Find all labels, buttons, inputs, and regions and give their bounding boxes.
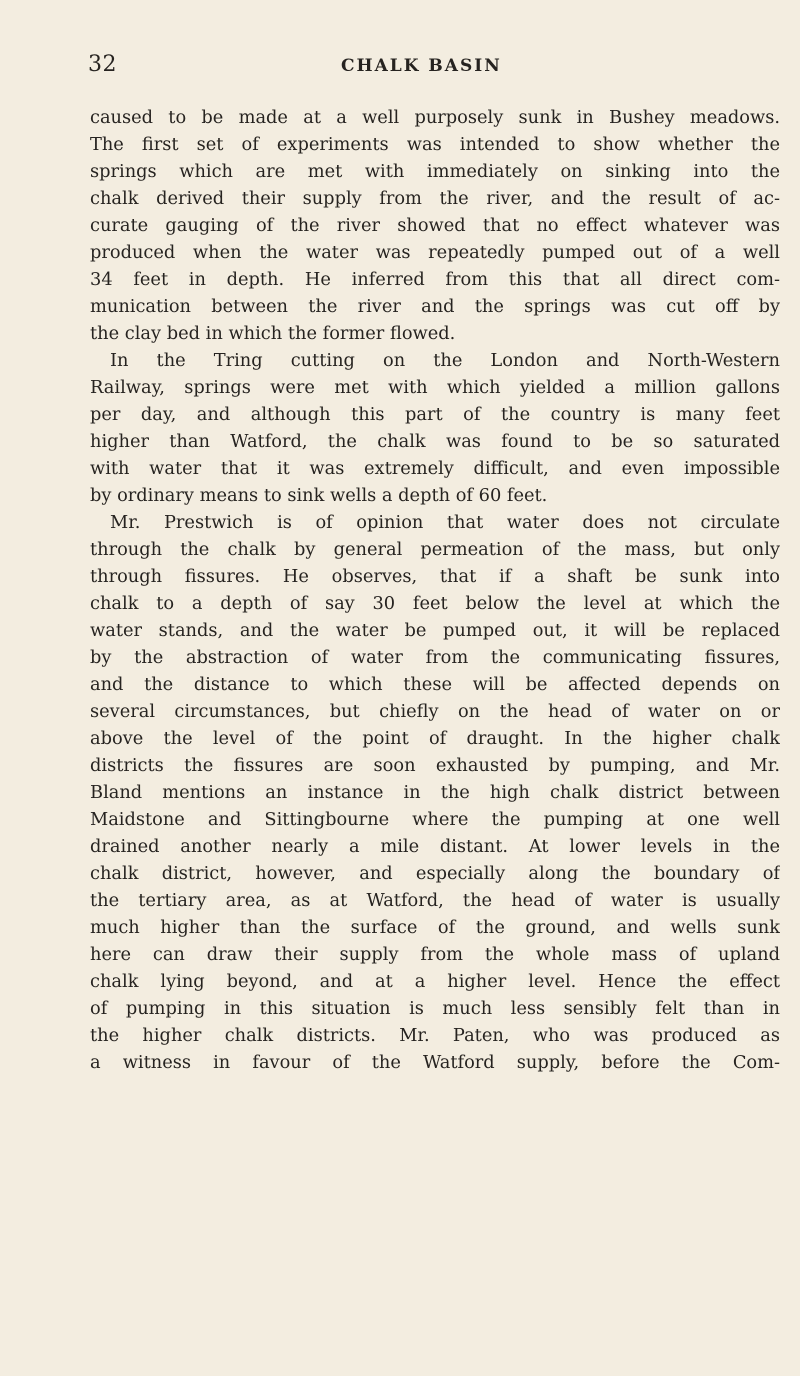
text-line: water stands, and the water be pumped out, it will be replaced <box>90 620 780 641</box>
paragraph-start-line: In the Tring cutting on the London and North-Western <box>110 350 780 371</box>
text-line: Bland mentions an instance in the high chalk district between <box>90 782 780 803</box>
text-line: the tertiary area, as at Watford, the head of water is usually <box>90 890 780 911</box>
text-line: The first set of experiments was intended to show whether the <box>90 134 780 155</box>
text-line: chalk district, however, and especially along the boundary of <box>90 863 780 884</box>
text-line: caused to be made at a well purposely sunk in Bushey meadows. <box>90 107 780 128</box>
text-line: much higher than the surface of the ground, and wells sunk <box>90 917 780 938</box>
text-line: springs which are met with immediately on sinking into the <box>90 161 780 182</box>
text-line: per day, and although this part of the country is many feet <box>90 404 780 425</box>
paragraph-start-line: Mr. Prestwich is of opinion that water does not circulate <box>110 512 780 533</box>
text-line: Railway, springs were met with which yielded a million gallons <box>90 377 780 398</box>
text-line: by ordinary means to sink wells a depth of 60 feet. <box>90 485 548 506</box>
text-line: the clay bed in which the former flowed. <box>90 323 456 344</box>
text-line: munication between the river and the springs was cut off by <box>90 296 780 317</box>
text-line: through the chalk by general permeation of the mass, but only <box>90 539 780 560</box>
text-line: higher than Watford, the chalk was found to be so saturated <box>90 431 780 452</box>
text-line: produced when the water was repeatedly pumped out of a well <box>90 242 780 263</box>
text-line: chalk to a depth of say 30 feet below the level at which the <box>90 593 780 614</box>
text-line: chalk derived their supply from the river, and the result of ac- <box>90 188 780 209</box>
text-line: 34 feet in depth. He inferred from this that all direct com- <box>90 269 780 290</box>
text-line: of pumping in this situation is much less sensibly felt than in <box>90 998 780 1019</box>
text-line: the higher chalk districts. Mr. Paten, who was produced as <box>90 1025 780 1046</box>
text-line: with water that it was extremely difficult, and even impossible <box>90 458 780 479</box>
text-line: districts the fissures are soon exhausted by pumping, and Mr. <box>90 755 780 776</box>
page-number: 32 <box>88 52 117 77</box>
text-line: Maidstone and Sittingbourne where the pumping at one well <box>90 809 780 830</box>
text-line: several circumstances, but chiefly on the head of water on or <box>90 701 780 722</box>
text-line: and the distance to which these will be affected depends on <box>90 674 780 695</box>
text-line: chalk lying beyond, and at a higher level. Hence the effect <box>90 971 780 992</box>
text-line: curate gauging of the river showed that no effect whatever was <box>90 215 780 236</box>
text-line: above the level of the point of draught. In the higher chalk <box>90 728 780 749</box>
text-line: a witness in favour of the Watford supply, before the Com- <box>90 1052 780 1073</box>
page-header <box>88 52 788 84</box>
text-line: here can draw their supply from the whole mass of upland <box>90 944 780 965</box>
text-line: through fissures. He observes, that if a shaft be sunk into <box>90 566 780 587</box>
text-line: drained another nearly a mile distant. At lower levels in the <box>90 836 780 857</box>
running-head: CHALK BASIN <box>341 56 502 76</box>
text-line: by the abstraction of water from the communicating fissures, <box>90 647 780 668</box>
body-text <box>90 104 780 1076</box>
